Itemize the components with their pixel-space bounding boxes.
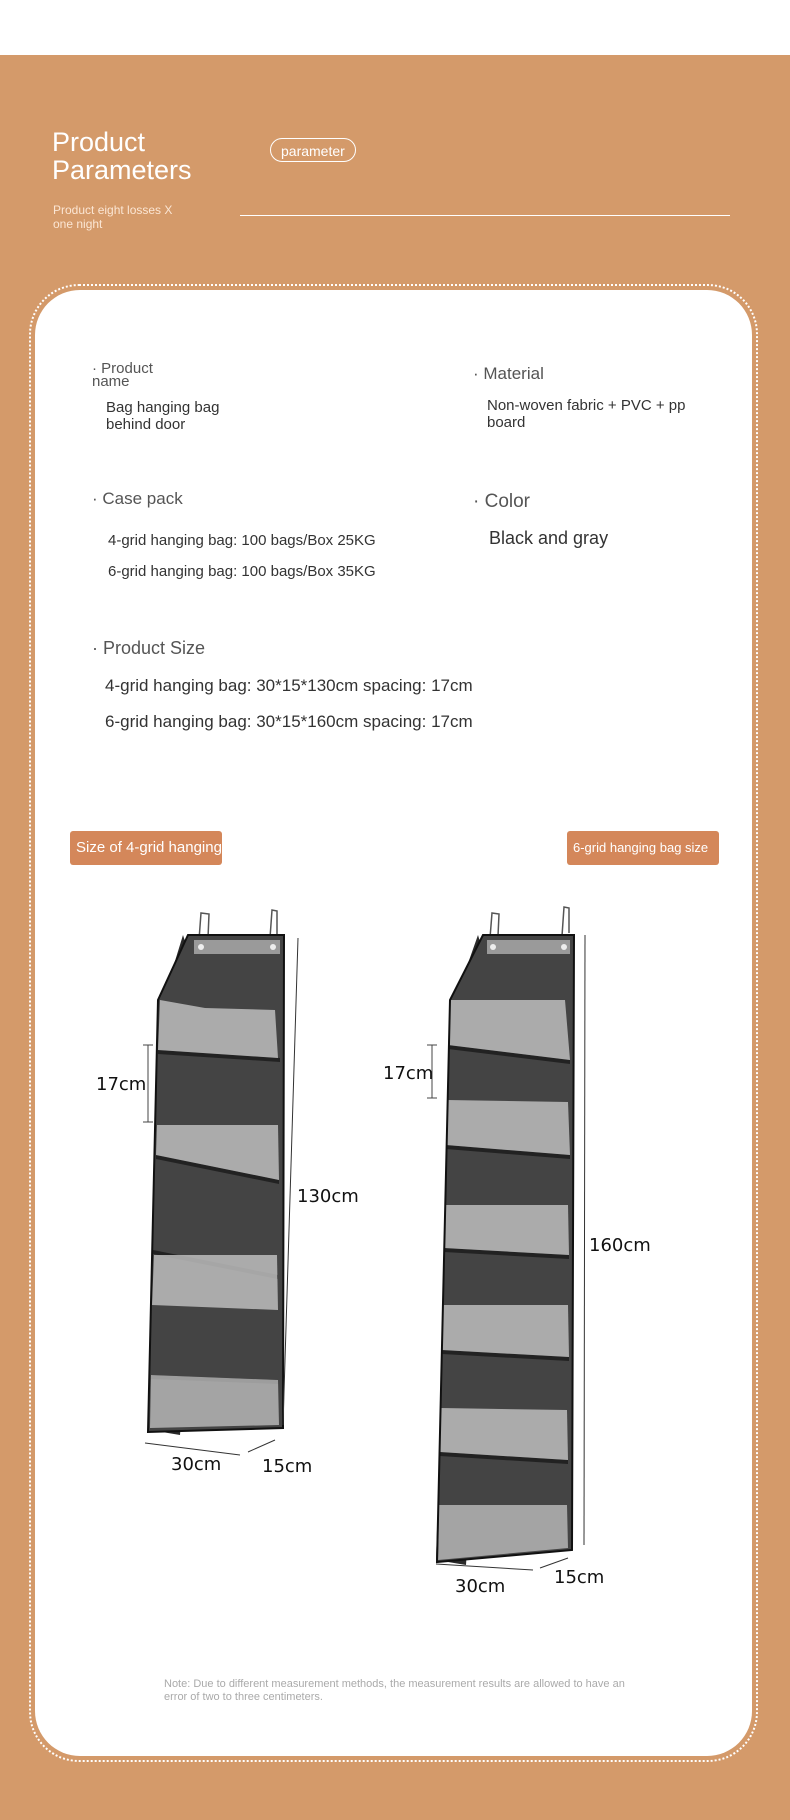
product-size-value-6: 6-grid hanging bag: 30*15*160cm spacing: 17cm	[105, 712, 473, 731]
case-pack-value-4: 4-grid hanging bag: 100 bags/Box 25KG	[108, 532, 376, 549]
dim-4-height: 130cm	[297, 1186, 359, 1207]
bag-6-grid	[427, 907, 585, 1570]
measurement-note: Note: Due to different measurement methods, the measurement results are allowed to have an error of two to three centimeters.	[164, 1678, 625, 1703]
page-subtitle: Product eight losses X one night	[53, 203, 173, 231]
bag-4-grid	[143, 910, 298, 1455]
dim-4-spacing: 17cm	[96, 1074, 147, 1095]
parameter-pill: parameter	[270, 138, 356, 162]
product-name-value: Bag hanging bag behind door	[106, 399, 220, 433]
material-label: · Material	[473, 364, 544, 383]
material-value: Non-woven fabric + PVC + pp board	[487, 397, 686, 431]
page-title: Product Parameters	[52, 127, 192, 185]
dim-6-height: 160cm	[589, 1235, 651, 1256]
case-pack-label: · Case pack	[92, 489, 183, 508]
product-name-label: · Product name	[92, 360, 153, 390]
dim-6-depth: 15cm	[554, 1567, 605, 1588]
product-size-label: · Product Size	[92, 638, 206, 658]
case-pack-value-6: 6-grid hanging bag: 100 bags/Box 35KG	[108, 563, 376, 580]
color-label: · Color	[473, 491, 531, 512]
dim-4-width: 30cm	[171, 1454, 222, 1475]
dim-6-spacing: 17cm	[383, 1063, 434, 1084]
product-size-value-4: 4-grid hanging bag: 30*15*130cm spacing: 17cm	[105, 676, 473, 695]
dim-4-depth: 15cm	[262, 1456, 313, 1477]
dim-6-width: 30cm	[455, 1576, 506, 1597]
tag-6-grid-size: 6-grid hanging bag size	[567, 831, 719, 865]
color-value: Black and gray	[489, 528, 609, 548]
tag-4-grid-size: Size of 4-grid hanging bag	[70, 831, 222, 865]
